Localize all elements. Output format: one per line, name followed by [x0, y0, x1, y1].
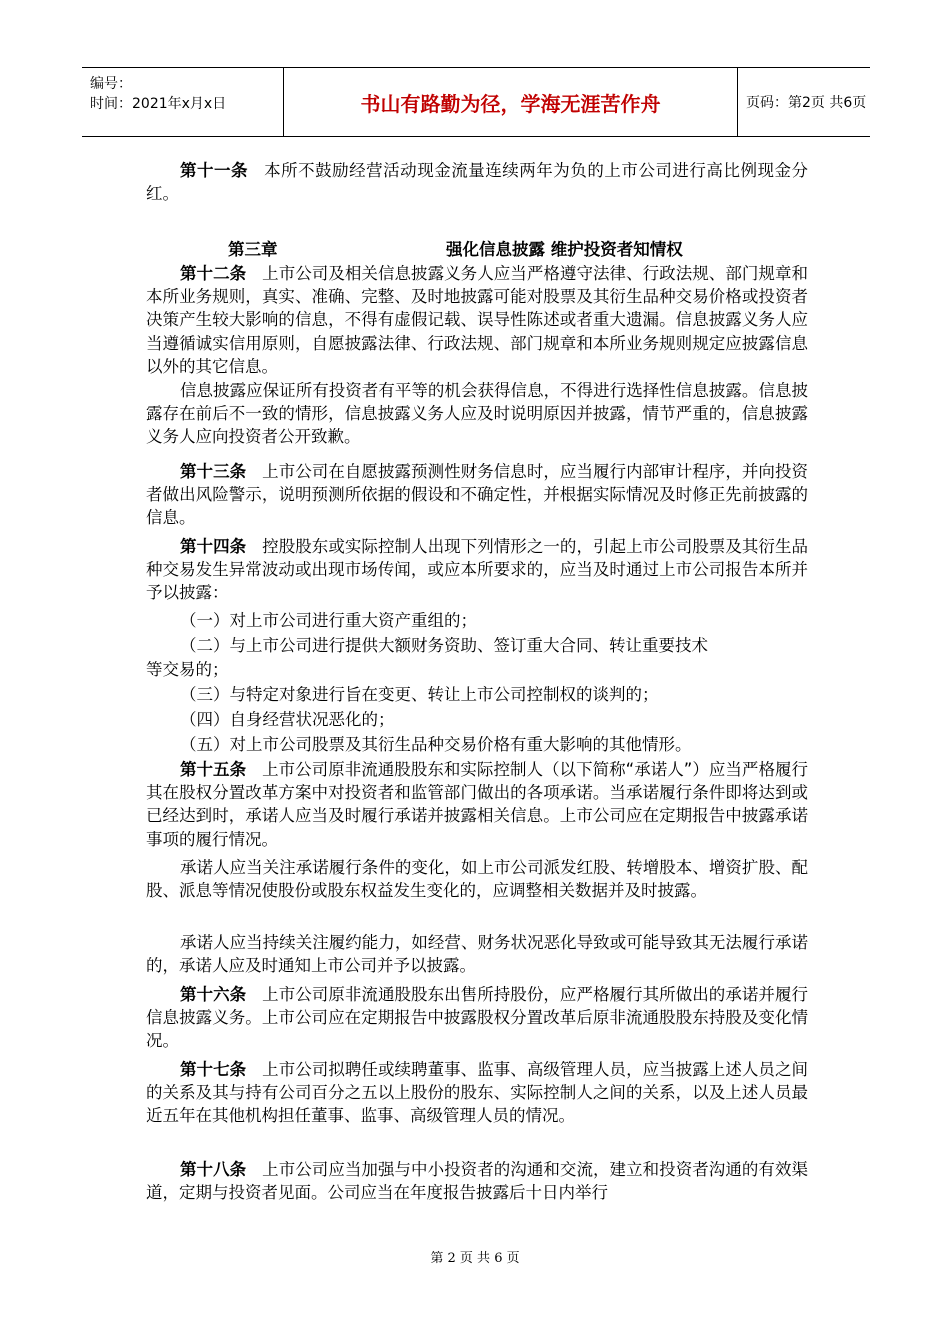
- header-motto: 书山有路勤为径，学海无涯苦作舟: [360, 91, 661, 116]
- article-17: [146, 1058, 808, 1128]
- document-time: 时间：2021年x月x日: [90, 96, 227, 112]
- header-page-number: 页码：第2页 共6页: [746, 95, 867, 111]
- article-13: [146, 460, 808, 530]
- article-13-title: 第十三条: [180, 462, 247, 481]
- article-18: [146, 1158, 808, 1204]
- article-14-item-5: （五）对上市公司股票及其衍生品种交易价格有重大影响的其他情形。: [180, 735, 692, 754]
- article-17-text: 上市公司拟聘任或续聘董事、监事、高级管理人员，应当披露上述人员之间的关系及其与持有公司百分之五以上股份的股东、实际控制人之间的关系，以及上述人员最近五年在其他机构担任董事、监事、高级管理人员的情况。: [146, 1060, 809, 1126]
- header-table: [82, 67, 870, 137]
- article-15: [146, 758, 808, 851]
- article-14-title: 第十四条: [180, 537, 247, 556]
- article-16: [146, 983, 808, 1053]
- article-14-item-3: （三）与特定对象进行旨在变更、转让上市公司控制权的谈判的；: [180, 685, 659, 704]
- article-18-text: 上市公司应当加强与中小投资者的沟通和交流，建立和投资者沟通的有效渠道，定期与投资者见面。公司应当在年度报告披露后十日内举行: [146, 1160, 809, 1203]
- article-14-item-2: （二）与上市公司进行提供大额财务资助、签订重大合同、转让重要技术: [180, 636, 708, 655]
- article-14-item-2-cont: 等交易的；: [146, 660, 229, 679]
- article-15-paragraph-2: 承诺人应当关注承诺履行条件的变化，如上市公司派发红股、转增股本、增资扩股、配股、派息等情况使股份或股东权益发生变化的，应调整相关数据并及时披露。: [146, 858, 808, 901]
- page-footer: 第 2 页 共 6 页: [430, 1251, 520, 1266]
- article-11-title: 第十一条: [180, 161, 249, 180]
- article-13-text: 上市公司在自愿披露预测性财务信息时，应当履行内部审计程序，并向投资者做出风险警示，说明预测所依据的假设和不确定性，并根据实际情况及时修正先前披露的信息。: [146, 462, 809, 528]
- document-number: 编号：: [90, 76, 132, 92]
- article-15-title: 第十五条: [180, 760, 247, 779]
- chapter-number: 第三章: [228, 240, 278, 259]
- article-14-item-4: （四）自身经营状况恶化的；: [180, 710, 395, 729]
- article-14-text: 控股股东或实际控制人出现下列情形之一的，引起上市公司股票及其衍生品种交易发生异常波动或出现市场传闻，或应本所要求的，应当及时通过上市公司报告本所并予以披露：: [146, 537, 809, 603]
- article-16-title: 第十六条: [180, 985, 247, 1004]
- chapter-title: 强化信息披露 维护投资者知情权: [446, 240, 683, 259]
- article-14-item-1: （一）对上市公司进行重大资产重组的；: [180, 611, 477, 630]
- article-11: [146, 159, 808, 205]
- header-left-cell: [82, 68, 283, 136]
- article-11-text: 本所不鼓励经营活动现金流量连续两年为负的上市公司进行高比例现金分红。: [146, 161, 809, 204]
- article-14: [146, 535, 808, 605]
- header-motto-cell: [283, 68, 738, 136]
- article-12-text: 上市公司及相关信息披露义务人应当严格遵守法律、行政法规、部门规章和本所业务规则，真实、准确、完整、及时地披露可能对股票及其衍生品种交易价格或投资者决策产生较大影响的信息，不得有虚假记载、误导性陈述或者重大遗漏。信息披露义务人应当遵循诚实信用原则，自愿披露法律、行政法规、部门规章和本所业务规则规定应披露信息以外的其它信息。: [146, 264, 809, 376]
- article-17-title: 第十七条: [180, 1060, 247, 1079]
- article-16-text: 上市公司原非流通股股东出售所持股份，应严格履行其所做出的承诺并履行信息披露义务。上市公司应在定期报告中披露股权分置改革后原非流通股股东持股及变化情况。: [146, 985, 809, 1051]
- article-15-paragraph-3: 承诺人应当持续关注履约能力，如经营、财务状况恶化导致或可能导致其无法履行承诺的，承诺人应及时通知上市公司并予以披露。: [146, 933, 808, 976]
- header-page-cell: [738, 68, 870, 136]
- article-12-paragraph-2: 信息披露应保证所有投资者有平等的机会获得信息，不得进行选择性信息披露。信息披露存在前后不一致的情形，信息披露义务人应及时说明原因并披露，情节严重的，信息披露义务人应向投资者公开致歉。: [146, 381, 808, 447]
- article-18-title: 第十八条: [180, 1160, 247, 1179]
- article-12-title: 第十二条: [180, 264, 247, 283]
- article-12: [146, 262, 808, 378]
- article-15-text: 上市公司原非流通股股东和实际控制人（以下简称“承诺人”）应当严格履行其在股权分置改革方案中对投资者和监管部门做出的各项承诺。当承诺履行条件即将达到或已经达到时，承诺人应当及时履行承诺并披露相关信息。上市公司应在定期报告中披露承诺事项的履行情况。: [146, 760, 808, 849]
